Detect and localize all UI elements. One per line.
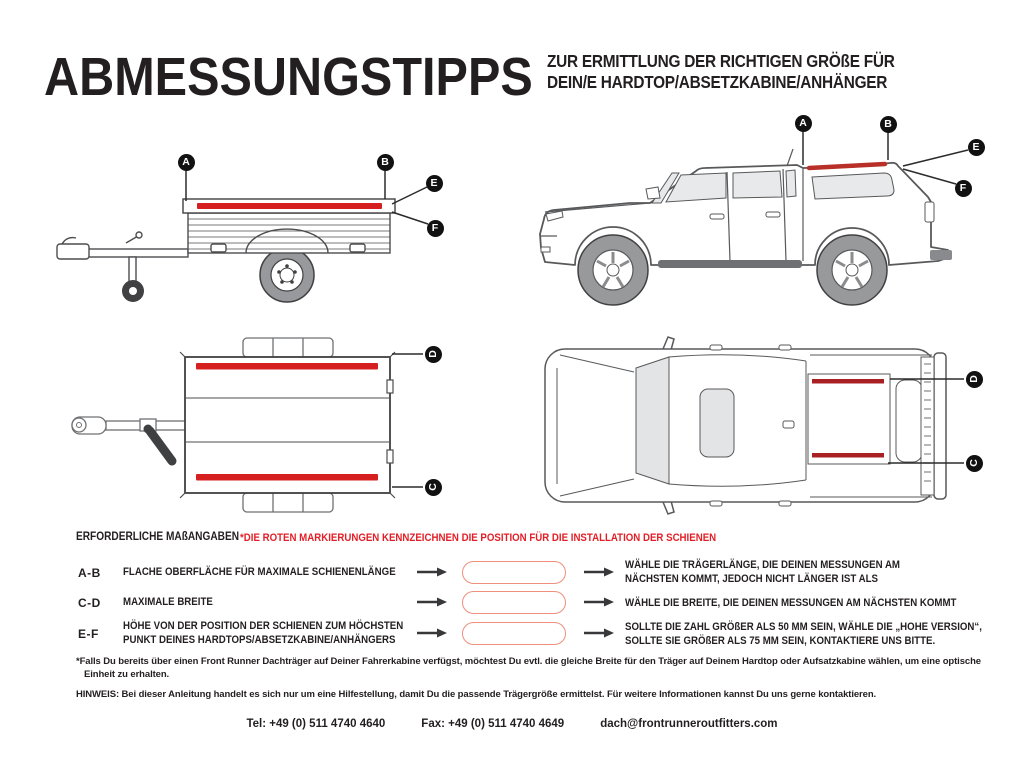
contact-fax: Fax: +49 (0) 511 4740 4649 <box>421 718 565 730</box>
page-title: ABMESSUNGSTIPPS <box>44 47 533 107</box>
measurement-description-cd: MAXIMALE BREITE <box>123 596 213 608</box>
arrow-right-icon <box>584 567 614 577</box>
label-badge-a: A <box>795 115 812 132</box>
measurement-description-ef: HÖHE VON DER POSITION DER SCHIENEN ZUM HÖCHSTEN PUNKT DEINES HARDTOPS/ABSETZKABINE/ANHÄNGERS <box>123 620 404 646</box>
page-subtitle <box>547 51 942 93</box>
subtitle-line-1: ZUR ERMITTLUNG DER RICHTIGEN GRÖßE FÜR <box>547 51 895 71</box>
rocker-panel <box>658 260 802 268</box>
jockey-wheel <box>122 280 144 302</box>
label-badge-c: C <box>425 479 442 496</box>
red-markings-note: *DIE ROTEN MARKIERUNGEN KENNZEICHNEN DIE POSITION FÜR DIE INSTALLATION DER SCHIENEN <box>240 532 717 544</box>
leader-lines <box>392 354 423 487</box>
label-badge-e: E <box>968 139 985 156</box>
recommendation-cd: WÄHLE DIE BREITE, DIE DEINEN MESSUNGEN AM NÄCHSTEN KOMMT <box>625 597 957 609</box>
subtitle-line-2: DEIN/E HARDTOP/ABSETZKABINE/ANHÄNGER <box>547 72 888 92</box>
trailer-side-view-drawing <box>40 120 460 320</box>
footnote-asterisk: *Falls Du bereits über einen Front Runner Dachträger auf Deiner Fahrerkabine verfügst, möchtest Du evtl. die gleiche Breite für den Träger auf Deinem Hardtop oder Aufsatzkabine wählen, um eine optische Einheit zu erhalten. <box>76 656 981 680</box>
contact-row <box>0 718 1024 730</box>
measurement-key-cd: C-D <box>78 596 101 610</box>
rail-marking-red-stripe <box>197 203 382 209</box>
trailer-box <box>185 357 390 493</box>
recommendation-ef: SOLLTE DIE ZAHL GRÖßER ALS 50 MM SEIN, WÄHLE DIE „HOHE VERSION“, SOLLTE SIE GRÖßER ALS 75 MM SEIN, KONTAKTIERE UNS BITTE. <box>625 621 982 647</box>
truck-side-view-drawing <box>520 108 1010 323</box>
label-badge-f: F <box>955 180 972 197</box>
label-badge-c: C <box>966 455 983 472</box>
measurement-key-ef: E-F <box>78 627 99 641</box>
arrow-right-icon <box>417 597 447 607</box>
section-heading: ERFORDERLICHE MAßANGABEN <box>76 531 240 543</box>
measurement-description-ab: FLACHE OBERFLÄCHE FÜR MAXIMALE SCHIENENLÄNGE <box>123 566 396 578</box>
label-badge-b: B <box>377 154 394 171</box>
measurement-key-ab: A-B <box>78 566 101 580</box>
measurement-field-oval-ab[interactable] <box>462 561 566 584</box>
recommendation-ab: WÄHLE DIE TRÄGERLÄNGE, DIE DEINEN MESSUNGEN AM NÄCHSTEN KOMMT, JEDOCH NICHT LÄNGER IST ALS <box>625 559 900 585</box>
arrow-right-icon <box>417 628 447 638</box>
arrow-right-icon <box>584 628 614 638</box>
arrow-right-icon <box>584 597 614 607</box>
label-badge-b: B <box>880 116 897 133</box>
contact-tel: Tel: +49 (0) 511 4740 4640 <box>246 718 386 730</box>
rear-bumper <box>930 250 952 260</box>
label-badge-d: D <box>425 346 442 363</box>
trailer-wheel <box>260 248 314 302</box>
label-badge-f: F <box>427 220 444 237</box>
measurement-field-oval-ef[interactable] <box>462 622 566 645</box>
arrow-right-icon <box>417 567 447 577</box>
trailer-top-view-drawing <box>60 332 470 524</box>
contact-email[interactable]: dach@frontrunneroutfitters.com <box>600 718 778 730</box>
label-badge-d: D <box>966 371 983 388</box>
label-badge-a: A <box>178 154 195 171</box>
footnote-hinweis: HINWEIS: Bei dieser Anleitung handelt es sich nur um eine Hilfestellung, damit Du die passende Trägergröße ermittelst. Für weitere Informationen kannst Du uns gerne kontaktieren. <box>76 689 877 700</box>
label-badge-e: E <box>426 175 443 192</box>
measurement-field-oval-cd[interactable] <box>462 591 566 614</box>
truck-top-view-drawing <box>535 335 1010 525</box>
